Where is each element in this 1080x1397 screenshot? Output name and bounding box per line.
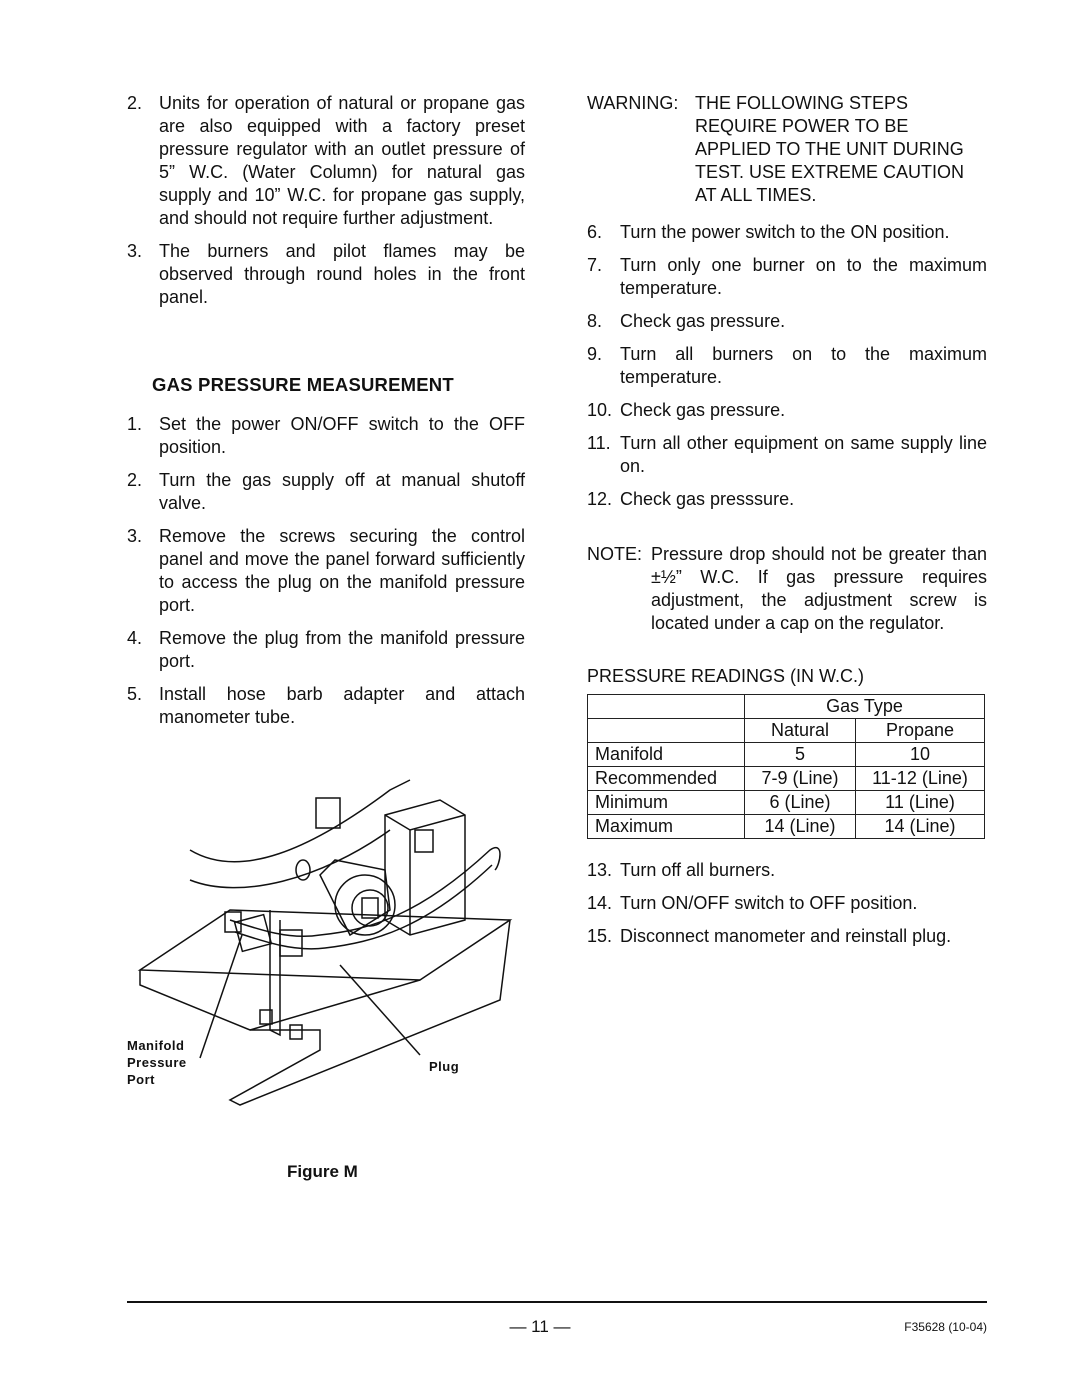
table-cell: 10 [856,743,985,767]
plug-label: Plug [429,1059,460,1074]
list-item: 5. Install hose barb adapter and attach manometer tube. [127,684,525,727]
table-title: PRESSURE READINGS (IN W.C.) [587,666,865,686]
list-item: 8. Check gas pressure. [587,311,786,331]
note-label: NOTE: [587,544,643,564]
page-number: — 11 — [509,1317,571,1336]
list-item: 9. Turn all burners on to the maximum temperature. [587,344,987,387]
footer-rule [127,1301,987,1303]
document-number: F35628 (10-04) [904,1320,987,1334]
column-header: Natural [745,719,856,743]
right-column [587,92,987,958]
table-cell: 11 (Line) [856,791,985,815]
left-column [127,92,525,319]
section-heading: GAS PRESSURE MEASUREMENT [152,374,454,395]
table-row [588,719,985,743]
table-cell: 14 (Line) [856,815,985,839]
list-item: 6. Turn the power switch to the ON position. [587,222,950,242]
list-item: 3. The burners and pilot flames may be observed through round holes in the front panel. [127,241,525,307]
list-item: 15. Disconnect manometer and reinstall plug. [587,926,952,946]
list-item: 7. Turn only one burner on to the maximum temperature. [587,255,987,298]
list-item: 14. Turn ON/OFF switch to OFF position. [587,893,918,913]
row-label: Manifold [588,743,745,767]
list-item: 1. Set the power ON/OFF switch to the OFF position. [127,414,525,457]
row-label: Recommended [588,767,745,791]
list-item: 4. Remove the plug from the manifold pressure port. [127,628,525,671]
list-item: 3. Remove the screws securing the control panel and move the panel forward sufficiently to access the plug on the manifold pressure port. [127,526,525,615]
warning-label: WARNING: [587,93,679,113]
table-row [588,791,985,815]
table-row [588,743,985,767]
table-cell: 14 (Line) [745,815,856,839]
column-header: Propane [856,719,985,743]
warning-block [587,92,987,207]
list-item: 10. Check gas pressure. [587,400,786,420]
list-item: 2. Turn the gas supply off at manual shutoff valve. [127,470,525,513]
figure-caption: Figure M [287,1162,358,1181]
measurement-steps [127,413,525,739]
warning-text: THE FOLLOWING STEPS REQUIRE POWER TO BE APPLIED TO THE UNIT DURING TEST. USE EXTREME CAUTION AT ALL TIMES. [695,93,965,205]
table-row [588,767,985,791]
pressure-readings-table [587,694,985,839]
row-label: Maximum [588,815,745,839]
manifold-pressure-port-label: Manifold Pressure Port [127,1038,187,1087]
row-label: Minimum [588,791,745,815]
list-item: 2. Units for operation of natural or propane gas are also equipped with a factory preset pressure regulator with an outlet pressure of 5” W.C. (Water Column) for natural gas supply and 10” W.C. for propane gas supply, and should not require further adjustment. [127,93,525,228]
table-row [588,815,985,839]
table-cell: 7-9 (Line) [745,767,856,791]
note-block [587,543,987,635]
table-cell: 5 [745,743,856,767]
table-row [588,695,985,719]
list-item: 12. Check gas presssure. [587,489,795,509]
table-group-header: Gas Type [745,695,985,719]
table-cell: 6 (Line) [745,791,856,815]
note-text: Pressure drop should not be greater than ±½” W.C. If gas pressure requires adjustment, the adjustment screw is located under a cap on the regulator. [651,544,987,633]
list-item: 13. Turn off all burners. [587,860,776,880]
table-cell: 11-12 (Line) [856,767,985,791]
list-item: 11. Turn all other equipment on same supply line on. [587,433,987,476]
